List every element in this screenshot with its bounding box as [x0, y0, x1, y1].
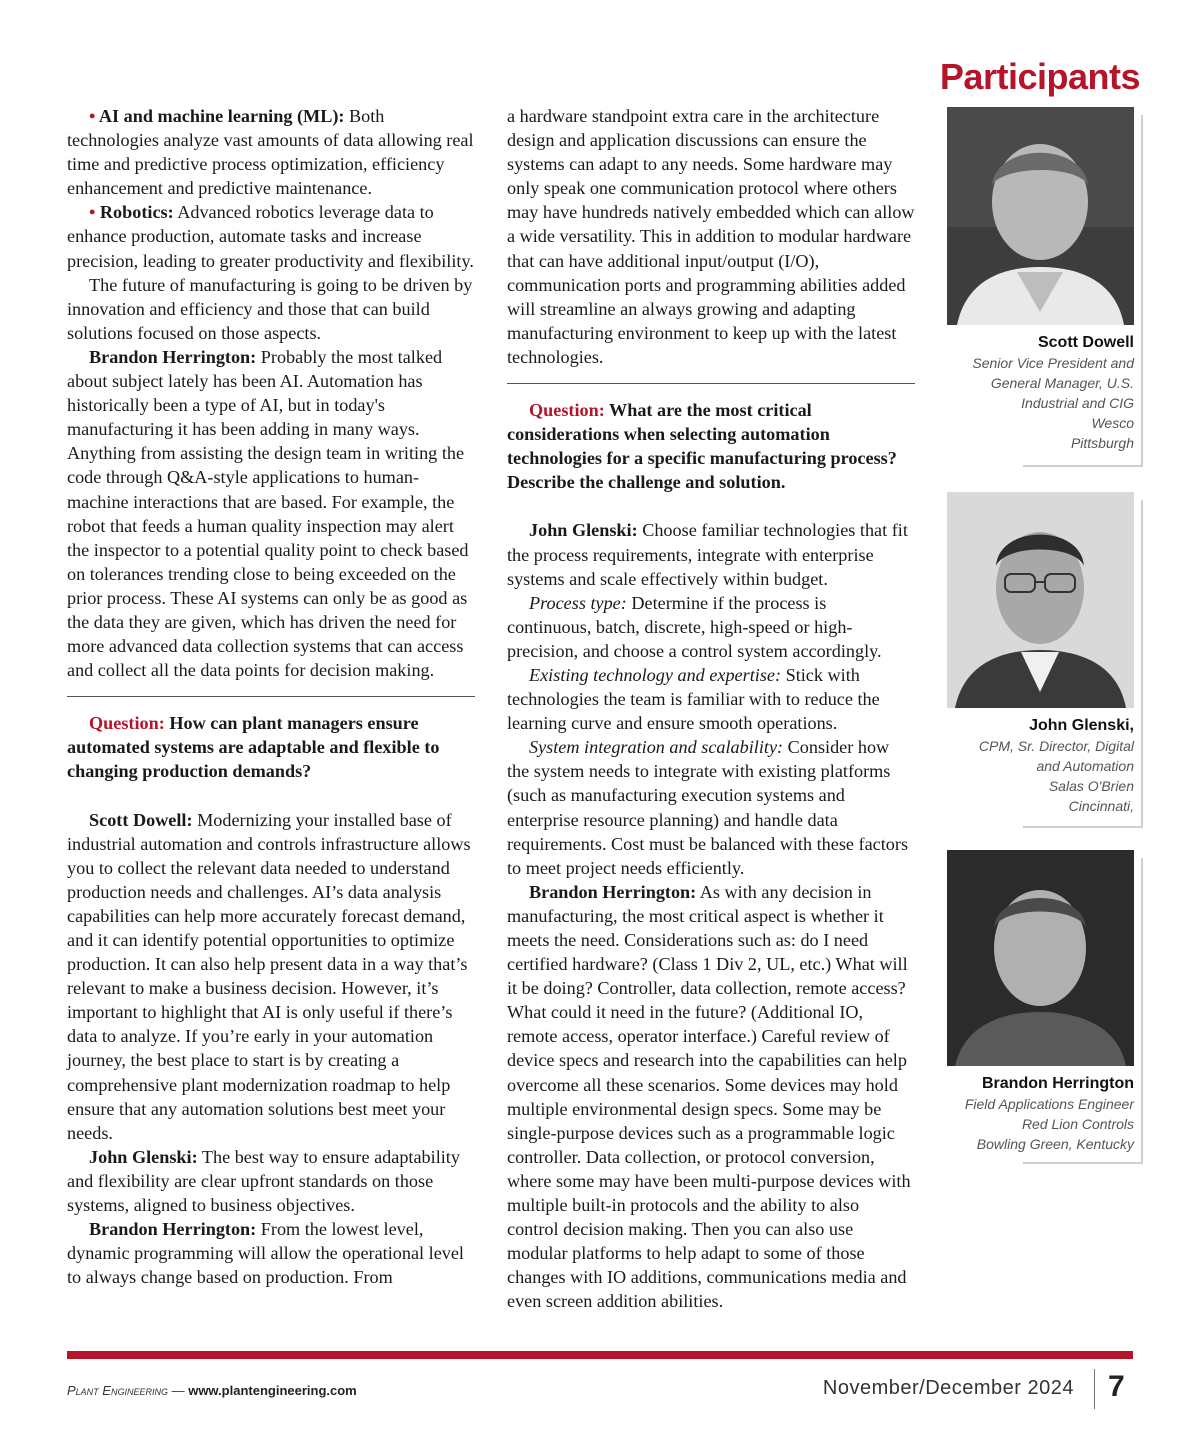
participant-company: Red Lion Controls [1021, 1116, 1134, 1132]
footer-url-link[interactable]: www.plantengineering.com [188, 1383, 357, 1398]
portrait-photo [947, 850, 1134, 1066]
participant-title: and Automation [1036, 758, 1134, 774]
participant-location: Bowling Green, Kentucky [976, 1136, 1134, 1152]
person-silhouette-icon [947, 850, 1134, 1066]
paragraph-system-integration: System integration and scalability: Consider how the system needs to integrate with existing platforms (such as manufacturing execution systems and enterprise resource planning) and handle data requirements. Cost must be balanced with these factors to meet project needs efficiently. [507, 737, 909, 878]
footer-divider [1094, 1369, 1095, 1409]
participant-location: Pittsburgh [1070, 435, 1134, 451]
participant-card-herrington [947, 850, 1143, 1164]
participant-name: John Glenski, [1029, 717, 1134, 734]
participant-title: CPM, Sr. Director, Digital [978, 738, 1134, 754]
paragraph-herrington-ai: Brandon Herrington: Probably the most talked about subject lately has been AI. Automation has historically been a type of AI, but in today's manufacturing it has been adding in many ways. Anything from assisting the design team in writing the code through Q&A-style applications to human-machine interactions that are based. For example, the robot that feeds a human quality inspection may alert the inspector to a potential quality point to check based on tolerances trending close to being exceeded on the prior process. These AI systems can only be as good as the data they are given, which has driven the need for more advanced data collection systems that can access and collect all the data points for decision making. [67, 346, 469, 681]
issue-date: November/December 2024 [822, 1377, 1074, 1399]
paragraph-hardware-continued: a hardware standpoint extra care in the architecture design and application discussions can ensure the systems can adapt to any needs. Some hardware may only speak one communication protocol where others may have hundreds natively embedded which can allow a wide versatility. This in addition to modular hardware that can have additional input/output (I/O), communication ports and programming abilities added will streamline an always growing and adapting manufacturing environment to keep up with the latest technologies. [507, 106, 915, 367]
person-silhouette-icon [947, 107, 1134, 325]
participant-company: Wesco [1091, 415, 1134, 431]
bullet-dot-icon: • [89, 202, 100, 223]
question-critical-considerations: Question: What are the most critical considerations when selecting automation technologies for a specific manufacturing process? Describe the challenge and solution. [507, 400, 897, 493]
bullet-robotics: • Robotics: Advanced robotics leverage data to enhance production, automate tasks and increase precision, leading to greater productivity and flexibility. [67, 202, 474, 271]
footer-accent-bar [67, 1351, 1133, 1359]
paragraph-future: The future of manufacturing is going to be driven by innovation and efficiency and those that can build solutions focused on those aspects. [67, 274, 473, 343]
question-adaptable: Question: How can plant managers ensure automated systems are adaptable and flexible to changing production demands? [67, 713, 440, 782]
participant-name: Scott Dowell [1037, 334, 1134, 351]
participant-title: Industrial and CIG [1021, 395, 1134, 411]
participant-card-dowell [947, 107, 1143, 467]
portrait-photo [947, 492, 1134, 708]
participant-location: Cincinnati, [1068, 798, 1134, 814]
paragraph-dowell: Scott Dowell: Modernizing your installed base of industrial automation and controls infrastructure allows you to collect the relevant data needed to understand production needs and challenges. AI’s data analysis capabilities can help more accurately forecast demand, and it can identify potential opportunities to optimize production. It can also help present data in a way that’s relevant to make a business decision. However, it’s important to highlight that AI is only useful if there’s data to analyze. If you’re early in your automation journey, the best place to start is by creating a comprehensive plant modernization roadmap to help ensure that any automation solutions best meet your needs. [67, 809, 471, 1143]
article-column-2 [507, 104, 915, 1314]
participant-title: General Manager, U.S. [990, 375, 1134, 391]
paragraph-glenski: John Glenski: The best way to ensure adaptability and flexibility are clear upfront standards on those systems, aligned to business objectives. [67, 1146, 460, 1216]
article-column-1 [67, 104, 475, 1289]
paragraph-existing-technology: Existing technology and expertise: Stick with technologies the team is familiar with to reduce the learning curve and ensure smooth operations. [507, 664, 880, 734]
person-silhouette-icon [947, 492, 1134, 708]
bullet-ai: • AI and machine learning (ML): Both technologies analyze vast amounts of data allowing real time and predictive process optimization, efficiency enhancement and predictive maintenance. [67, 106, 474, 199]
page-number: 7 [1108, 1370, 1125, 1403]
participant-company: Salas O'Brien [1048, 778, 1134, 794]
paragraph-glenski-choose: John Glenski: Choose familiar technologies that fit the process requirements, integrate with enterprise systems and scale effectively within budget. [507, 520, 908, 589]
participant-title: Field Applications Engineer [964, 1096, 1134, 1112]
section-divider [507, 383, 915, 384]
section-divider [67, 696, 475, 697]
paragraph-process-type: Process type: Determine if the process is continuous, batch, discrete, high-speed or high-precision, and choose a control system accordingly. [507, 592, 882, 661]
participant-name: Brandon Herrington [982, 1075, 1134, 1092]
participant-card-glenski [947, 492, 1143, 828]
sidebar-title: Participants [939, 56, 1140, 97]
portrait-photo [947, 107, 1134, 325]
footer-publication: Plant Engineering — www.plantengineering.com [67, 1383, 357, 1398]
bullet-dot-icon: • [89, 106, 99, 126]
paragraph-herrington-decision: Brandon Herrington: As with any decision in manufacturing, the most critical aspect is whether it meets the need. Considerations such as: do I need certified hardware? (Class 1 Div 2, UL, etc.) What will it be doing? Controller, data collection, remote access? What could it need in the future? (Additional IO, remote access, operator interface.) Careful review of device specs and research into the capabilities can help overcome all these scenarios. Some devices may hold multiple environmental design specs. Some may be single-purpose devices such as a programmable logic controller. Data collection, or protocol conversion, where some may have been multi-purpose devices with multiple built-in protocols and the ability to also control decision making. Then you can also use modular platforms to help adapt to some of those changes with IO additions, communications media and even screen addition abilities. [507, 881, 911, 1312]
participant-title: Senior Vice President and [972, 355, 1134, 371]
paragraph-herrington-dynamic: Brandon Herrington: From the lowest level, dynamic programming will allow the operational level to always change based on production. From [67, 1219, 464, 1288]
